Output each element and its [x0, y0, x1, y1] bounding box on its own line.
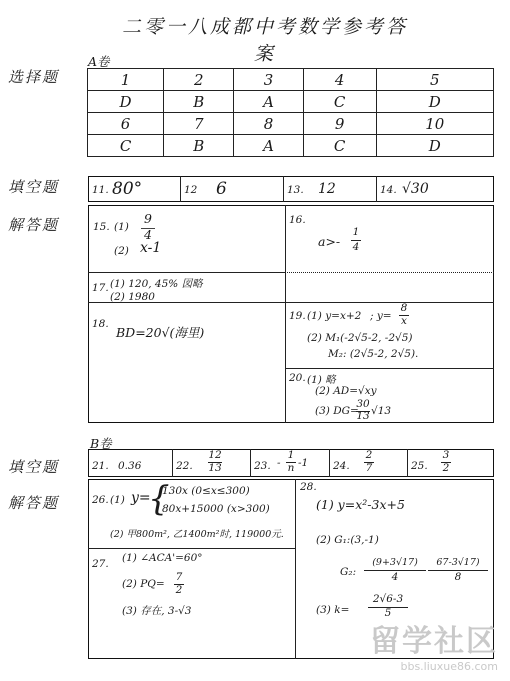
- q20-line3-post: √13: [371, 405, 392, 417]
- mc-num: 1: [88, 69, 164, 91]
- q12-num: 12: [184, 184, 198, 196]
- q15-part2: (2): [114, 245, 129, 257]
- q13-num: 13.: [287, 184, 304, 196]
- q21-answer: 0.36: [118, 460, 142, 472]
- q13-answer: 12: [318, 181, 336, 197]
- q27-line3: (3) 存在, 3-√3: [122, 605, 192, 617]
- mc-num: 9: [303, 113, 376, 135]
- q15-answer1-num: 9: [144, 211, 152, 226]
- q24-answer-den: 7: [365, 462, 373, 474]
- q26-num: 26.: [92, 494, 109, 506]
- q23-answer-den: n: [287, 462, 295, 474]
- q17-num: 17.: [92, 282, 109, 294]
- q28-line3-b-num: 67-3√17): [436, 557, 480, 568]
- q26-line3: (2) 甲800m², 乙1400m²时, 119000元.: [110, 529, 284, 540]
- q11-answer: 80°: [112, 179, 143, 199]
- multiple-choice-table: [87, 68, 494, 157]
- q23-answer-num: 1: [287, 449, 295, 461]
- q23-num: 23.: [254, 460, 271, 472]
- q27-line2-pre: (2) PQ=: [122, 578, 165, 590]
- label-solve-a: 解答题: [8, 216, 60, 234]
- label-fill-a: 填空题: [8, 178, 60, 196]
- q22-answer-num: 12: [208, 449, 222, 461]
- q17-line2: (2) 1980: [110, 291, 155, 303]
- mc-num: 4: [303, 69, 376, 91]
- q26-case1: 130x (0≤x≤300): [162, 485, 250, 497]
- q15-part1: (1): [114, 221, 129, 233]
- q20-line2: (2) AD=√xy: [315, 385, 377, 397]
- q23-answer-pre: -: [277, 457, 281, 469]
- mc-num: 6: [88, 113, 164, 135]
- q16-answer-pre: a>-: [318, 234, 341, 249]
- q26-part1: (1): [110, 494, 125, 506]
- q27-line2-den: 2: [175, 584, 183, 596]
- q22-answer-den: 13: [208, 462, 222, 474]
- q28-line4-num: 2√6-3: [372, 593, 404, 605]
- label-solve-b: 解答题: [8, 494, 60, 512]
- watermark-text: 留学社区: [370, 624, 498, 659]
- table-row: [88, 91, 494, 113]
- q14-num: 14.: [380, 184, 397, 196]
- mc-num: 5: [376, 69, 493, 91]
- q16-num: 16.: [289, 214, 306, 226]
- q19-line1b-num: 8: [400, 302, 408, 314]
- q26-y: y=: [131, 490, 151, 506]
- page-title: 二零一八成都中考数学参考答案: [121, 16, 408, 65]
- mc-answer: D: [376, 91, 493, 113]
- part-a-label: A卷: [88, 54, 110, 69]
- mc-num: 2: [164, 69, 234, 91]
- q14-answer: √30: [402, 181, 429, 197]
- q19-line1a: (1) y=x+2: [307, 310, 362, 322]
- q19-num: 19.: [289, 310, 306, 322]
- mc-answer: D: [376, 135, 493, 157]
- q25-num: 25.: [411, 460, 428, 472]
- watermark: [370, 616, 498, 673]
- label-multiple-choice: 选择题: [8, 68, 60, 86]
- q16-answer-num: 1: [352, 226, 360, 238]
- q18-answer: BD=20√(海里): [116, 325, 205, 340]
- q15-answer2: x-1: [140, 240, 162, 256]
- q15-answer1-den: 4: [144, 227, 152, 242]
- q23-answer-post: -1: [298, 457, 309, 469]
- q21-num: 21.: [92, 460, 109, 472]
- mc-num: 7: [164, 113, 234, 135]
- q20-num: 20.: [289, 372, 306, 384]
- part-b-label: B卷: [90, 436, 112, 451]
- q20-line1: (1) 略: [307, 374, 336, 386]
- mc-answer: C: [303, 91, 376, 113]
- mc-num: 10: [376, 113, 493, 135]
- q28-num: 28.: [300, 481, 317, 493]
- q24-answer-num: 2: [365, 449, 373, 461]
- q28-line4-den: 5: [384, 607, 392, 619]
- mc-answer: D: [88, 91, 164, 113]
- table-row: [88, 135, 494, 157]
- q20-line3-pre: (3) DG=: [315, 405, 359, 417]
- q19-line1b: ; y=: [370, 310, 392, 322]
- q28-line2: (2) G₁:(3,-1): [316, 534, 379, 546]
- q16-answer-den: 4: [352, 241, 360, 253]
- q25-answer-num: 3: [442, 449, 450, 461]
- mc-num: 3: [234, 69, 303, 91]
- q26-brace: {: [148, 479, 170, 519]
- q19-line2: (2) M₁(-2√5-2, -2√5): [307, 332, 413, 344]
- mc-answer: C: [303, 135, 376, 157]
- mc-answer: A: [234, 91, 303, 113]
- watermark-url: bbs.liuxue86.com: [400, 660, 498, 673]
- q19-line3: M₂: (2√5-2, 2√5).: [328, 348, 419, 360]
- q11-num: 11.: [92, 184, 109, 196]
- q28-line3-pre: G₂:: [340, 566, 357, 578]
- q28-line3-b-den: 8: [454, 571, 462, 583]
- label-fill-b: 填空题: [8, 458, 60, 476]
- table-row: [88, 113, 494, 135]
- q28-line1: (1) y=x²-3x+5: [316, 497, 405, 512]
- q17-line1: (1) 120, 45% 図略: [110, 278, 203, 290]
- mc-answer: B: [164, 135, 234, 157]
- q28-line3-a-den: 4: [391, 571, 399, 583]
- q22-num: 22.: [176, 460, 193, 472]
- mc-answer: C: [88, 135, 164, 157]
- q19-line1b-den: x: [401, 315, 407, 327]
- q27-line1: (1) ∠ACA'=60°: [122, 552, 203, 564]
- q25-answer-den: 2: [442, 462, 450, 474]
- q28-line3-a-num: (9+3√17): [372, 557, 418, 568]
- mc-answer: A: [234, 135, 303, 157]
- q20-line3-den: 13: [356, 410, 370, 422]
- q26-case2: 80x+15000 (x>300): [162, 503, 270, 515]
- q27-num: 27.: [92, 558, 109, 570]
- mc-num: 8: [234, 113, 303, 135]
- q20-line3-num: 30: [356, 398, 370, 410]
- q12-answer: 6: [216, 179, 227, 199]
- q24-num: 24.: [333, 460, 350, 472]
- mc-answer: B: [164, 91, 234, 113]
- table-row: [88, 69, 494, 91]
- q18-num: 18.: [92, 318, 109, 330]
- q15-num: 15.: [93, 221, 110, 233]
- q28-line4-pre: (3) k=: [316, 604, 350, 616]
- q27-line2-num: 7: [175, 571, 183, 583]
